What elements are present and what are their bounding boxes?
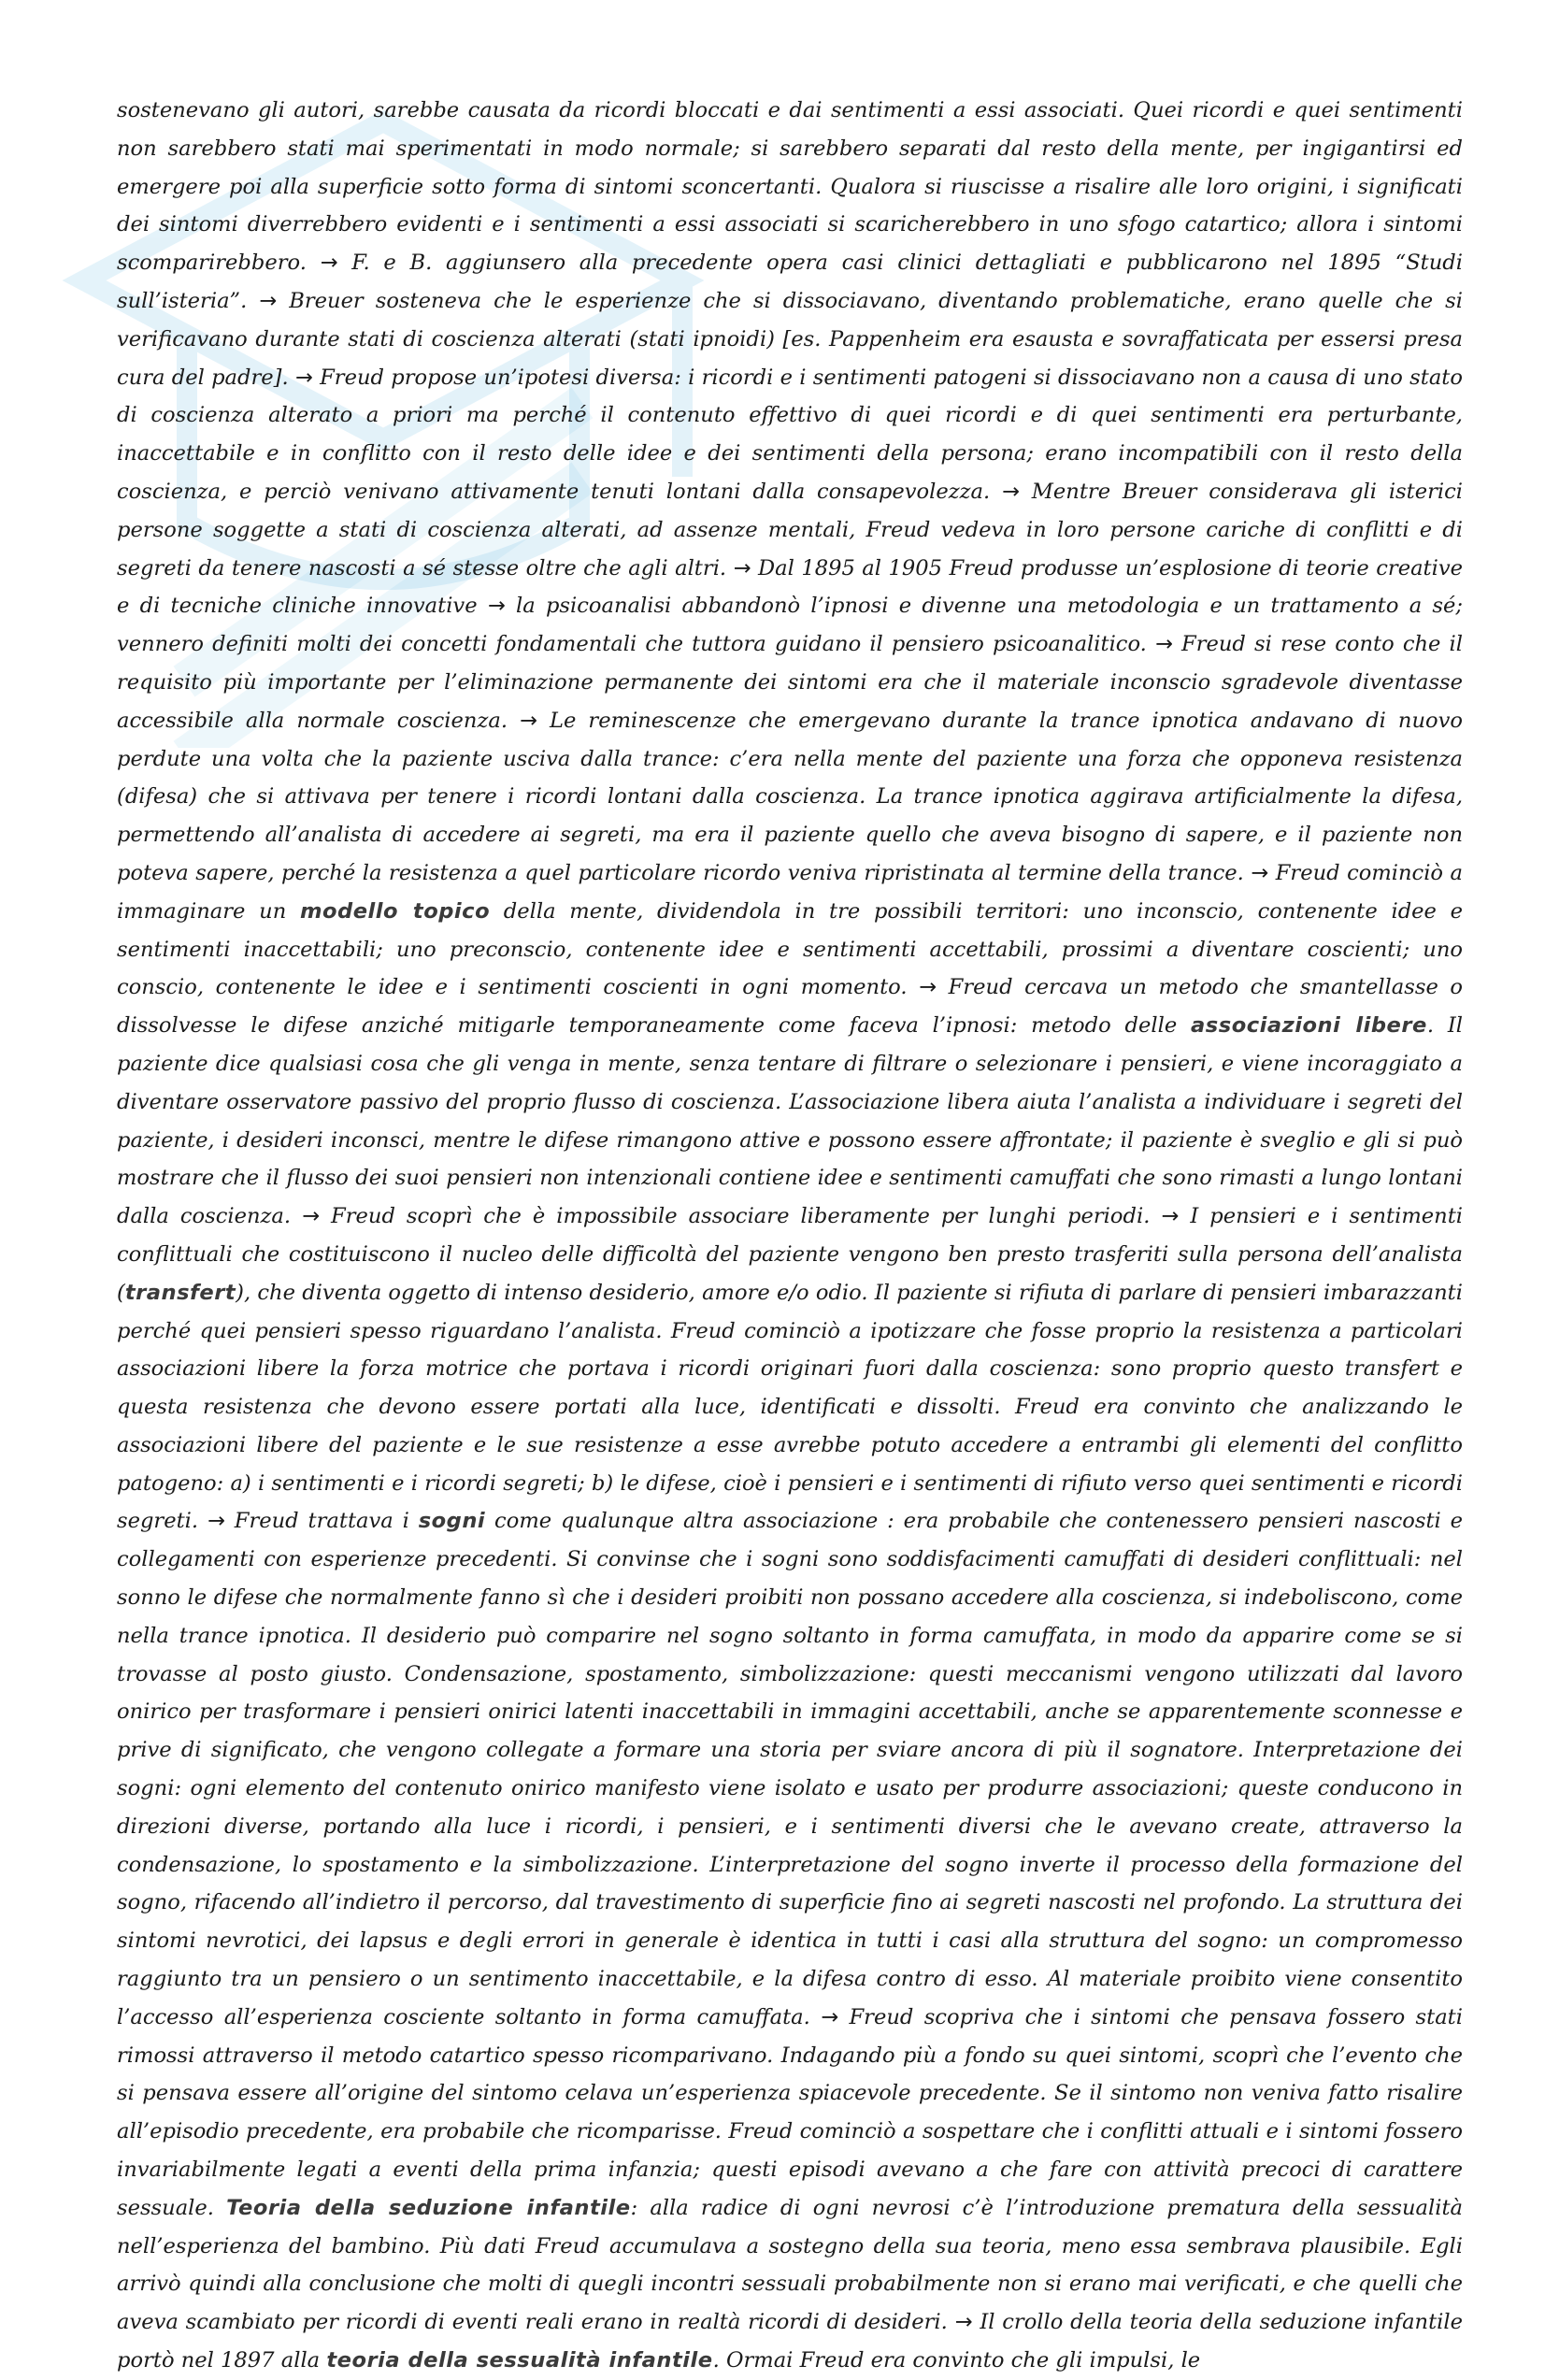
text-run: I pensieri e i sentimenti conflittuali che costituiscono il nucleo delle difficoltà del paziente vengono ben presto trasferiti sulla persona dell’analista ( (117, 1204, 1463, 1305)
keyword-term: teoria della sessualità infantile (326, 2348, 713, 2373)
text-run: . Il paziente dice qualsiasi cosa che gli venga in mente, senza tentare di filtrare o selezionare i pensieri, e viene incoraggiato a diventare osservatore passivo del proprio flusso di coscienza. L’associazione libera aiuta l’analista a individuare i segreti del paziente, i desideri inconsci, mentre le difese rimangono attive e possono essere affrontate; il paziente è sveglio e gli si può mostrare che il flusso dei suoi pensieri non intenzionali contiene idee e sentimenti camuffati che sono rimasti a lungo lontani dalla coscienza. (117, 1013, 1463, 1229)
text-run: Freud cominciò a immaginare un (117, 860, 1463, 924)
arrow-icon: → (259, 288, 278, 313)
text-run: come qualunque altra associazione : era probabile che contenessero pensieri nascosti e collegamenti con esperienze precedenti. Si convinse che i sogni sono soddisfacimenti camuffati di desideri conflittuali: nel sonno le difese che normalmente fanno sì che i desideri proibiti non possano accedere alla coscienza, si indeboliscono, come nella trance ipnotica. Il desiderio può comparire nel sogno soltanto in forma camuffata, in modo da apparire come se si trovasse al posto giusto. Condensazione, spostamento, simbolizzazione: questi meccanismi vengono utilizzati dal lavoro onirico per trasformare i pensieri onirici latenti inaccettabili in immagini accettabili, anche se apparentemente sconnesse e prive di significato, che vengono collegate a formare una storia per sviare ancora di più il sognatore. Interpretazione dei sogni: ogni elemento del contenuto onirico manifesto viene isolato e usato per produrre associazioni; queste conducono in direzioni diverse, portando alla luce i ricordi, i pensieri, e i sentimenti diversi che le avevano create, attraverso la condensazione, lo spostamento e la simbolizzazione. L’interpretazione del sogno inverte il processo della formazione del sogno, rifacendo all’indietro il percorso, dal travestimento di superficie fino ai segreti nascosti nel profondo. La struttura dei sintomi nevrotici, dei lapsus e degli errori in generale è identica in tutti i casi alla struttura del sogno: un compromesso raggiunto tra un pensiero o un sentimento inaccettabile, e la difesa contro di esso. Al materiale proibito viene consentito l’accesso all’esperienza cosciente soltanto in forma camuffata. (117, 1509, 1464, 2029)
arrow-icon: → (821, 2004, 839, 2029)
body-text (117, 92, 1463, 2380)
text-run: sostenevano gli autori, sarebbe causata da ricordi bloccati e dai sentimenti a essi associati. Quei ricordi e quei sentimenti non sarebbero stati mai sperimentati in modo normale; si sarebbero separati dal resto della mente, per ingigantirsi ed emergere poi alla superficie sotto forma di sintomi sconcertanti. Qualora si riuscisse a risalire alle loro origini, i significati dei sintomi diverrebbero evidenti e i sentimenti a essi associati si scaricherebbero in uno sfogo catartico; allora i sintomi scomparirebbero. (117, 98, 1463, 276)
text-run: Mentre Breuer considerava gli isterici persone soggette a stati di coscienza alterati, ad assenze mentali, Freud vedeva in loro persone cariche di conflitti e di segreti da tenere nascosti a sé stesse oltre che agli altri. (117, 479, 1463, 581)
arrow-icon: → (1251, 860, 1269, 885)
text-run: della mente, dividendola in tre possibili territori: uno inconscio, contenente idee e sentimenti inaccettabili; uno preconscio, contenente idee e sentimenti accettabili, prossimi a diventare coscienti; uno conscio, contenente le idee e i sentimenti coscienti in ogni momento. (117, 898, 1463, 1000)
text-run: la psicoanalisi abbandonò l’ipnosi e divenne una metodologia e un trattamento a sé; vennero definiti molti dei concetti fondamentali che tuttora guidano il pensiero psicoanalitico. (117, 594, 1463, 657)
arrow-icon: → (207, 1509, 225, 1534)
keyword-term: sogni (418, 1509, 486, 1534)
arrow-icon: → (294, 365, 313, 390)
arrow-icon: → (733, 555, 751, 581)
text-run: ), che diventa oggetto di intenso desiderio, amore e/o odio. Il paziente si rifiuta di parlare di pensieri imbarazzanti perché quei pensieri spesso riguardano l’analista. Freud cominciò a ipotizzare che fosse proprio la resistenza a particolari associazioni libere la forza motrice che portava i ricordi originari fuori dalla coscienza: sono proprio questo transfert e questa resistenza che devono essere portati alla luce, identificati e dissolti. Freud era convinto che analizzando le associazioni libere del paziente e le sue resistenze a esse avrebbe potuto accedere a entrambi gli elementi del conflitto patogeno: a) i sentimenti e i ricordi segreti; b) le difese, cioè i pensieri e i sentimenti di rifiuto verso quei sentimenti e ricordi segreti. (117, 1280, 1463, 1534)
text-run: Freud scopriva che i sintomi che pensava fossero stati rimossi attraverso il metodo catartico spesso ricomparivano. Indagando più a fondo su quei sintomi, scoprì che l’evento che si pensava essere all’origine del sintomo celava un’esperienza spiacevole precedente. Se il sintomo non veniva fatto risalire all’episodio precedente, era probabile che ricomparisse. Freud cominciò a sospettare che i conflitti attuali e i sintomi fossero invariabilmente legati a eventi della prima infanzia; questi episodi avevano a che fare con attività precoci di carattere sessuale. (117, 2004, 1463, 2220)
keyword-term: modello topico (299, 898, 491, 924)
text-run: F. e B. aggiunsero alla precedente opera casi clinici dettagliati e pubblicarono nel 1895 “Studi sull’isteria”. (117, 251, 1463, 313)
keyword-term: transfert (124, 1280, 236, 1305)
text-run: Freud scoprì che è impossibile associare liberamente per lunghi periodi. (320, 1204, 1162, 1229)
arrow-icon: → (919, 975, 937, 1000)
keyword-term: Teoria della seduzione infantile (226, 2195, 631, 2220)
text-run: : alla radice di ogni nevrosi c’è l’introduzione prematura della sessualità nell’esperienza del bambino. Più dati Freud accumulava a sostegno della sua teoria, meno essa sembrava plausibile. Egli arrivò quindi alla conclusione che molti di quegli incontri sessuali probabilmente non si erano mai verificati, e che quelli che aveva scambiato per ricordi di eventi reali erano in realtà ricordi di desideri. (117, 2195, 1463, 2335)
text-run: Freud trattava i (224, 1509, 419, 1534)
arrow-icon: → (520, 708, 537, 733)
text-run: Freud si rese conto che il requisito più importante per l’eliminazione permanente dei sintomi era che il materiale inconscio sgradevole diventasse accessibile alla normale coscienza. (117, 632, 1463, 733)
text-run: Il crollo della teoria della seduzione infantile portò nel 1897 alla (117, 2310, 1463, 2373)
arrow-icon: → (1161, 1204, 1180, 1229)
arrow-icon: → (1154, 632, 1173, 657)
text-run: Freud propose un’ipotesi diversa: i ricordi e i sentimenti patogeni si dissociavano non a causa di uno stato di coscienza alterato a priori ma perché il contenuto effettivo di quei ricordi e di quei sentimenti era perturbante, inaccettabile e in conflitto con il resto delle idee e dei sentimenti della persona; erano incompatibili con il resto della coscienza, e perciò venivano attivamente tenuti lontani dalla consapevolezza. (117, 365, 1463, 504)
text-run: Freud cercava un metodo che smantellasse o dissolvesse le difese anziché mitigarle temporaneamente come faceva l’ipnosi: metodo delle (117, 975, 1463, 1039)
arrow-icon: → (1002, 479, 1020, 504)
text-run: Dal 1895 al 1905 Freud produsse un’esplosione di teorie creative e di tecniche cliniche innovative (117, 555, 1463, 619)
arrow-icon: → (487, 594, 506, 619)
arrow-icon: → (954, 2310, 973, 2335)
arrow-icon: → (320, 251, 338, 276)
text-run: Le reminescenze che emergevano durante la trance ipnotica andavano di nuovo perdute una volta che la paziente usciva dalla trance: c’era nella mente del paziente una forza che opponeva resistenza (difesa) che si attivava per tenere i ricordi lontani dalla coscienza. La trance ipnotica aggirava artificialmente la difesa, permettendo all’analista di accedere ai segreti, ma era il paziente quello che aveva bisogno di sapere, e il paziente non poteva sapere, perché la resistenza a quel particolare ricordo veniva ripristinata al termine della trance. (117, 708, 1463, 885)
keyword-term: associazioni libere (1191, 1013, 1427, 1039)
arrow-icon: → (302, 1204, 321, 1229)
text-run: . Ormai Freud era convinto che gli impulsi, le (712, 2348, 1201, 2373)
text-run: Breuer sosteneva che le esperienze che si dissociavano, diventando problematiche, erano quelle che si verificavano durante stati di coscienza alterati (stati ipnoidi) [es. Pappenheim era esausta e sovraffaticata per essersi presa cura del padre]. (117, 288, 1464, 390)
